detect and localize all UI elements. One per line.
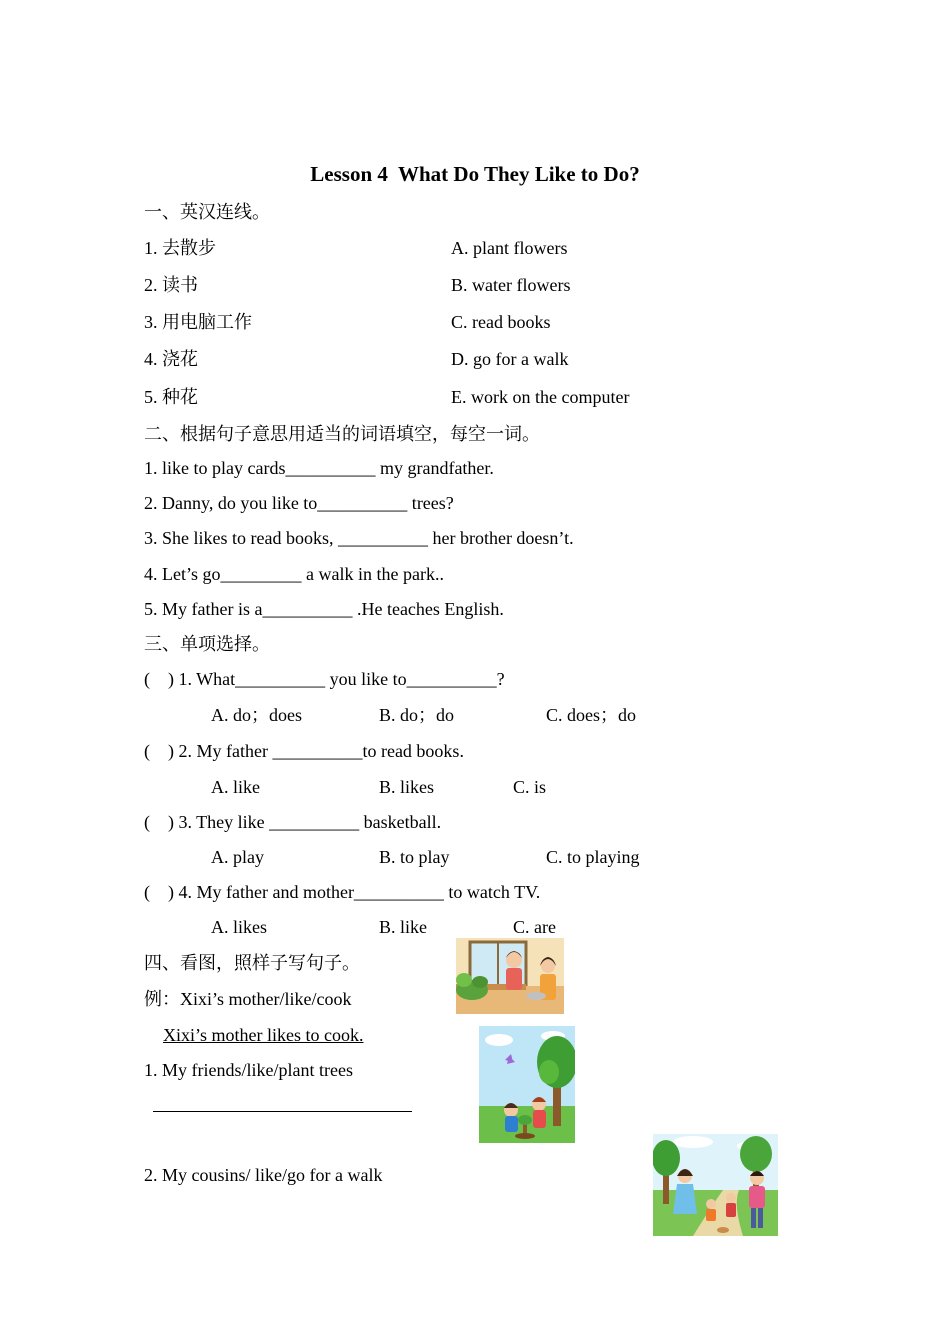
- writing-item: 2. My cousins/ like/go for a walk: [144, 1165, 383, 1185]
- option-c: C. to playing: [546, 847, 640, 867]
- fill-blank-item: 5. My father is a__________ .He teaches English.: [144, 599, 504, 619]
- option-a: A. play: [211, 847, 264, 867]
- option-b: B. do；do: [379, 705, 455, 725]
- match-right-item: A. plant flowers: [451, 238, 568, 258]
- option-b: B. likes: [379, 777, 435, 797]
- writing-item: 1. My friends/like/plant trees: [144, 1060, 353, 1080]
- example-prompt: 例：Xixi’s mother/like/cook: [144, 989, 352, 1009]
- question-stem: ( ) 1. What__________ you like to__________?: [144, 669, 505, 689]
- match-left-item: 5. 种花: [144, 387, 198, 407]
- question-stem: ( ) 4. My father and mother__________ to watch TV.: [144, 882, 541, 902]
- match-right-item: D. go for a walk: [451, 349, 569, 369]
- fill-blank-item: 3. She likes to read books, __________ her brother doesn’t.: [144, 528, 574, 548]
- mother-cooking-picture: [456, 938, 564, 1014]
- option-c: C. does；do: [546, 705, 636, 725]
- question-stem: ( ) 2. My father __________to read books.: [144, 741, 464, 761]
- family-walk-picture: [653, 1134, 778, 1236]
- match-left-item: 2. 读书: [144, 275, 198, 295]
- option-a: A. do；does: [211, 705, 302, 725]
- fill-blank-item: 2. Danny, do you like to__________ trees?: [144, 493, 454, 513]
- page-title: Lesson 4 What Do They Like to Do?: [310, 162, 640, 186]
- match-left-item: 4. 浇花: [144, 349, 198, 369]
- section3-heading: 三、单项选择。: [144, 634, 270, 654]
- example-answer: Xixi’s mother likes to cook.: [163, 1025, 364, 1045]
- fill-blank-item: 4. Let’s go_________ a walk in the park..: [144, 564, 444, 584]
- option-b: B. to play: [379, 847, 450, 867]
- match-right-item: C. read books: [451, 312, 551, 332]
- section4-heading: 四、看图，照样子写句子。: [144, 953, 360, 973]
- option-b: B. like: [379, 917, 427, 937]
- option-a: A. like: [211, 777, 260, 797]
- planting-trees-picture: [479, 1026, 575, 1143]
- match-left-item: 3. 用电脑工作: [144, 312, 252, 332]
- section1-heading: 一、英汉连线。: [144, 202, 270, 222]
- option-c: C. are: [513, 917, 556, 937]
- match-left-item: 1. 去散步: [144, 238, 216, 258]
- question-stem: ( ) 3. They like __________ basketball.: [144, 812, 442, 832]
- option-c: C. is: [513, 777, 547, 797]
- option-a: A. likes: [211, 917, 267, 937]
- answer-line: [153, 1111, 412, 1112]
- match-right-item: E. work on the computer: [451, 387, 630, 407]
- section2-heading: 二、根据句子意思用适当的词语填空，每空一词。: [144, 424, 540, 444]
- match-right-item: B. water flowers: [451, 275, 571, 295]
- fill-blank-item: 1. like to play cards__________ my grandfather.: [144, 458, 494, 478]
